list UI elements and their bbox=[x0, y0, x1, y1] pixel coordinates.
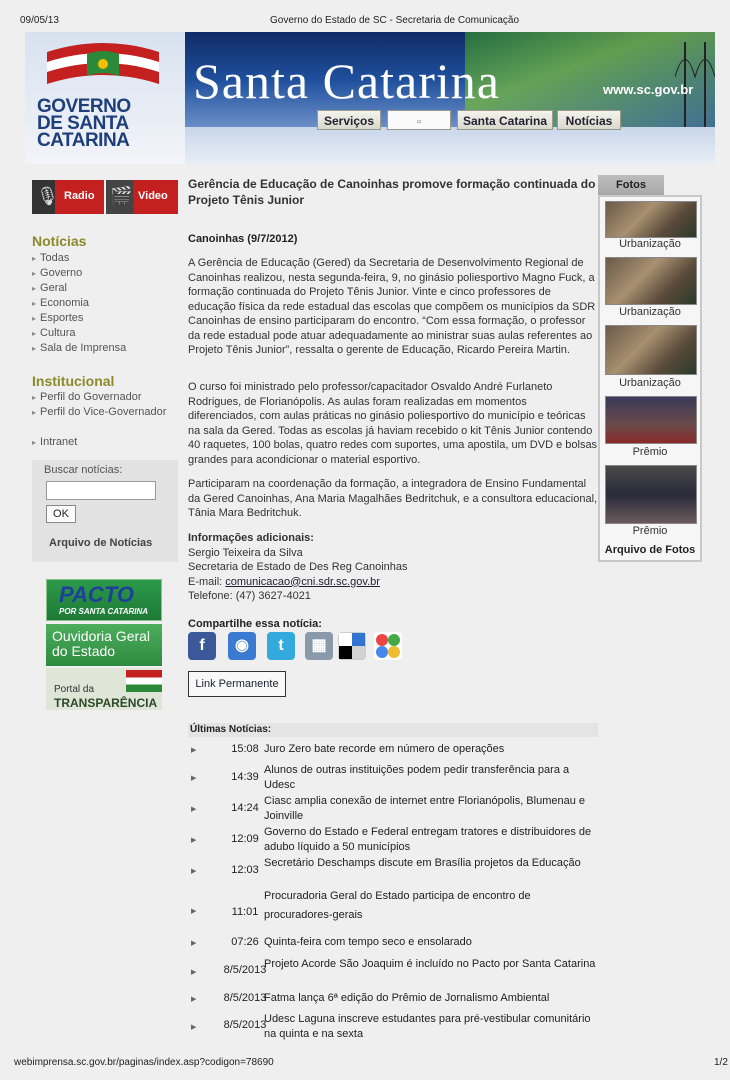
info-email-row bbox=[188, 575, 598, 590]
photo-caption: Urbanização bbox=[619, 377, 681, 389]
search-ok-button[interactable]: OK bbox=[46, 505, 76, 523]
nav-noticias[interactable]: Notícias bbox=[557, 110, 621, 130]
share-icons bbox=[188, 632, 408, 662]
sc-flag-small-icon bbox=[126, 670, 162, 692]
article-paragraph-2: O curso foi ministrado pelo professor/capacitador Osvaldo André Furlaneto Rodrigues, de Florianópolis. As aulas foram realizadas em momentos diferenciados, com aulas práticas no ginásio poliesportivo do município e teóricas na sala da Gered. Todas as escolas já haviam recebido o kit Tênis Junior contendo 40 raquetes, 100 bolas, quatro redes com suportes, uma apostila, um DVD e bolsas grandes para acondicionar o material esportivo. bbox=[188, 381, 598, 466]
news-time: 11:01 bbox=[231, 906, 259, 918]
arrow-right-icon: ▶ bbox=[191, 837, 197, 844]
pacto-title: PACTO bbox=[59, 582, 134, 607]
photo-archive-link[interactable]: Arquivo de Fotos bbox=[604, 544, 696, 556]
gov-line-2: DE SANTA bbox=[37, 113, 129, 134]
permalink-button[interactable]: Link Permanente bbox=[188, 671, 286, 697]
photo-thumbnail[interactable] bbox=[605, 257, 697, 305]
google-icon[interactable] bbox=[374, 632, 402, 660]
news-item[interactable] bbox=[188, 887, 598, 921]
bullet-icon: ▸ bbox=[32, 438, 37, 447]
arrow-right-icon: ▶ bbox=[191, 1024, 197, 1031]
news-item[interactable] bbox=[188, 825, 598, 855]
radio-label: Radio bbox=[64, 190, 95, 202]
media-buttons bbox=[32, 180, 178, 214]
menu-label: Geral bbox=[40, 282, 67, 294]
menu-item-esportes[interactable] bbox=[32, 311, 126, 326]
bullet-icon: ▸ bbox=[32, 254, 37, 263]
menu-label: Sala de Imprensa bbox=[40, 342, 127, 354]
banner-title: Santa Catarina bbox=[193, 53, 500, 109]
menu-label: Governo bbox=[40, 267, 83, 279]
news-item[interactable] bbox=[188, 856, 598, 886]
menu-label: Perfil do Governador bbox=[40, 391, 142, 403]
portal-line-1: Portal da bbox=[54, 684, 95, 695]
news-item[interactable] bbox=[188, 742, 598, 758]
intranet-menu bbox=[32, 435, 77, 450]
print-url: webimprensa.sc.gov.br/paginas/index.asp?codigon=78690 bbox=[14, 1057, 274, 1068]
arrow-right-icon: ▶ bbox=[191, 940, 197, 947]
nav-image-placeholder[interactable] bbox=[387, 110, 451, 130]
menu-item-geral[interactable] bbox=[32, 281, 126, 296]
video-button[interactable] bbox=[106, 180, 178, 214]
menu-label: Todas bbox=[40, 252, 70, 264]
bullet-icon: ▸ bbox=[32, 299, 37, 308]
photo-caption: Urbanização bbox=[619, 238, 681, 250]
menu-item-intranet[interactable] bbox=[32, 435, 77, 450]
print-page-number: 1/2 bbox=[714, 1057, 728, 1068]
noticias-heading: Notícias bbox=[32, 233, 87, 249]
facebook-icon[interactable]: f bbox=[188, 632, 216, 660]
bullet-icon: ▸ bbox=[32, 329, 37, 338]
news-time: 14:24 bbox=[231, 802, 259, 814]
print-title: Governo do Estado de SC - Secretaria de Comunicação bbox=[270, 15, 520, 26]
institucional-menu bbox=[32, 390, 166, 420]
news-text[interactable]: Fatma lança 6ª edição do Prêmio de Jornalismo Ambiental bbox=[264, 992, 550, 1004]
clapperboard-icon: 🎬 bbox=[110, 186, 133, 206]
digg-icon[interactable]: ▦ bbox=[305, 632, 333, 660]
video-label: Video bbox=[138, 190, 168, 202]
gov-logo-text bbox=[37, 98, 177, 149]
news-text[interactable]: Ciasc amplia conexão de internet entre Florianópolis, Blumenau e Joinville bbox=[264, 795, 586, 822]
banner-nav-bar bbox=[185, 127, 715, 164]
email-link[interactable]: comunicacao@cni.sdr.sc.gov.br bbox=[225, 575, 380, 588]
twitter-icon[interactable]: t bbox=[267, 632, 295, 660]
arrow-right-icon: ▶ bbox=[191, 969, 197, 976]
news-text[interactable]: Secretário Deschamps discute em Brasília projetos da Educação bbox=[264, 857, 581, 869]
myspace-icon[interactable]: ◉ bbox=[228, 632, 256, 660]
menu-item-perfil-governador[interactable] bbox=[32, 390, 166, 405]
bullet-icon: ▸ bbox=[32, 314, 37, 323]
ouvidoria-banner[interactable] bbox=[46, 624, 162, 666]
gov-line-3: CATARINA bbox=[37, 130, 130, 151]
arrow-right-icon: ▶ bbox=[191, 996, 197, 1003]
photo-caption: Prêmio bbox=[632, 525, 668, 537]
arrow-right-icon: ▶ bbox=[191, 908, 197, 915]
sc-flag-icon bbox=[43, 40, 163, 92]
news-item[interactable] bbox=[188, 1012, 598, 1042]
delicious-icon[interactable] bbox=[338, 632, 366, 660]
info-name: Sergio Teixeira da Silva bbox=[188, 546, 303, 559]
ouvidoria-line-2: do Estado bbox=[52, 643, 116, 659]
tab-fotos[interactable]: Fotos bbox=[598, 175, 664, 195]
arrow-right-icon: ▶ bbox=[191, 806, 197, 813]
logo-area[interactable] bbox=[25, 32, 185, 164]
menu-label: Intranet bbox=[40, 436, 78, 448]
menu-item-perfil-vice[interactable] bbox=[32, 405, 166, 420]
news-text[interactable]: Quinta-feira com tempo seco e ensolarado bbox=[264, 936, 472, 948]
arrow-right-icon: ▶ bbox=[191, 747, 197, 754]
menu-item-sala-imprensa[interactable] bbox=[32, 341, 126, 356]
email-label: E-mail: bbox=[188, 575, 226, 588]
photo-thumbnail[interactable] bbox=[605, 201, 697, 238]
news-item[interactable] bbox=[188, 957, 598, 987]
additional-info bbox=[188, 531, 598, 604]
news-time: 07:26 bbox=[231, 936, 259, 948]
broken-image-icon: ▫ bbox=[417, 116, 421, 128]
latest-news-title: Últimas Notícias: bbox=[188, 723, 598, 737]
institucional-heading: Institucional bbox=[32, 373, 115, 389]
nav-santa-catarina[interactable]: Santa Catarina bbox=[457, 110, 553, 130]
menu-item-governo[interactable] bbox=[32, 266, 126, 281]
search-input[interactable] bbox=[46, 481, 156, 500]
news-item[interactable] bbox=[188, 794, 598, 824]
news-text[interactable]: Governo do Estado e Federal entregam tratores e distribuidores de adubo líquido a 50 municípios bbox=[264, 826, 592, 853]
news-time: 12:09 bbox=[231, 833, 259, 845]
news-time: 8/5/2013 bbox=[223, 992, 267, 1004]
bullet-icon: ▸ bbox=[32, 284, 37, 293]
news-time: 14:39 bbox=[231, 771, 259, 783]
news-item[interactable] bbox=[188, 763, 598, 793]
radio-button[interactable] bbox=[32, 180, 104, 214]
photo-caption: Urbanização bbox=[619, 306, 681, 318]
news-search bbox=[32, 460, 178, 562]
info-org: Secretaria de Estado de Des Reg Canoinhas bbox=[188, 561, 408, 573]
article-dateline: Canoinhas (9/7/2012) bbox=[188, 233, 298, 245]
gov-line-1: GOVERNO bbox=[37, 96, 131, 117]
news-time: 8/5/2013 bbox=[223, 1019, 267, 1031]
menu-item-todas[interactable] bbox=[32, 251, 126, 266]
news-archive-link[interactable]: Arquivo de Notícias bbox=[49, 537, 153, 549]
menu-item-economia[interactable] bbox=[32, 296, 126, 311]
news-time: 8/5/2013 bbox=[223, 964, 267, 976]
news-time: 15:08 bbox=[231, 743, 259, 755]
ouvidoria-line-1: Ouvidoria Geral bbox=[52, 628, 151, 644]
article-title: Gerência de Educação de Canoinhas promove formação continuada do Projeto Tênis Junior bbox=[188, 177, 596, 207]
article-paragraph-3: Participaram na coordenação da formação, a integradora de Ensino Fundamental da Gered Canoinhas, Ana Maria Magalhães Bedritchuk, e a consultora educacional, Tânia Mara Bedritchuk. bbox=[188, 478, 598, 519]
menu-label: Perfil do Vice-Governador bbox=[40, 406, 167, 418]
photo-thumbnail[interactable] bbox=[605, 396, 697, 444]
portal-line-2: TRANSPARÊNCIA bbox=[54, 696, 158, 710]
site-banner bbox=[25, 32, 715, 164]
info-phone: Telefone: (47) 3627-4021 bbox=[188, 590, 311, 602]
search-label: Buscar notícias: bbox=[44, 464, 123, 476]
photo-caption: Prêmio bbox=[632, 446, 668, 458]
menu-label: Economia bbox=[40, 297, 89, 309]
article-paragraph-1: A Gerência de Educação (Gered) da Secretaria de Desenvolvimento Regional de Canoinhas realizou, nesta segunda-feira, 9, no ginásio poliesportivo Magno Fuck, a formação continuada do Projeto Tênis Junior. Vinte e cinco professores de educação física da rede estadual das escolas que compõem os municípios da SDR Canoinhas de ensino participaram do encontro. “Com essa formação, o professor da rede estadual pode atuar adequadamente ao ministrar suas aulas referentes ao Projeto Tênis Junior”, ressalta o gerente de Educação, Ricardo Pereira Martin. bbox=[188, 257, 596, 356]
photo-thumbnail[interactable] bbox=[605, 325, 697, 375]
print-date: 09/05/13 bbox=[20, 15, 59, 26]
microphone-icon: 🎙 bbox=[36, 186, 59, 206]
share-title: Compartilhe essa notícia: bbox=[188, 618, 322, 630]
news-text[interactable]: Procuradoria Geral do Estado participa de encontro de procuradores-gerais bbox=[264, 890, 531, 921]
noticias-menu bbox=[32, 251, 126, 356]
arrow-right-icon: ▶ bbox=[191, 775, 197, 782]
menu-label: Cultura bbox=[40, 327, 76, 339]
menu-label: Esportes bbox=[40, 312, 84, 324]
bullet-icon: ▸ bbox=[32, 269, 37, 278]
pacto-banner[interactable] bbox=[46, 579, 162, 621]
nav-servicos[interactable]: Serviços bbox=[317, 110, 381, 130]
pacto-subtitle: POR SANTA CATARINA bbox=[59, 607, 149, 616]
news-item[interactable] bbox=[188, 991, 598, 1007]
bullet-icon: ▸ bbox=[32, 344, 37, 353]
menu-item-cultura[interactable] bbox=[32, 326, 126, 341]
news-text[interactable]: Projeto Acorde São Joaquim é incluído no Pacto por Santa Catarina bbox=[264, 958, 596, 970]
arrow-right-icon: ▶ bbox=[191, 868, 197, 875]
photo-thumbnail[interactable] bbox=[605, 465, 697, 524]
news-text[interactable]: Udesc Laguna inscreve estudantes para pré-vestibular comunitário na quinta e na sexta bbox=[264, 1013, 591, 1040]
transparencia-banner[interactable] bbox=[46, 668, 162, 710]
ouvidoria-text bbox=[52, 629, 150, 659]
news-text[interactable]: Alunos de outras instituições podem pedir transferência para a Udesc bbox=[264, 764, 570, 791]
news-item[interactable] bbox=[188, 935, 598, 951]
site-url[interactable]: www.sc.gov.br bbox=[603, 82, 694, 97]
news-text[interactable]: Juro Zero bate recorde em número de operações bbox=[264, 743, 505, 755]
photo-gallery bbox=[598, 195, 702, 562]
bullet-icon: ▸ bbox=[32, 393, 37, 402]
bullet-icon: ▸ bbox=[32, 408, 37, 417]
info-title: Informações adicionais: bbox=[188, 532, 314, 544]
news-time: 12:03 bbox=[231, 864, 259, 876]
